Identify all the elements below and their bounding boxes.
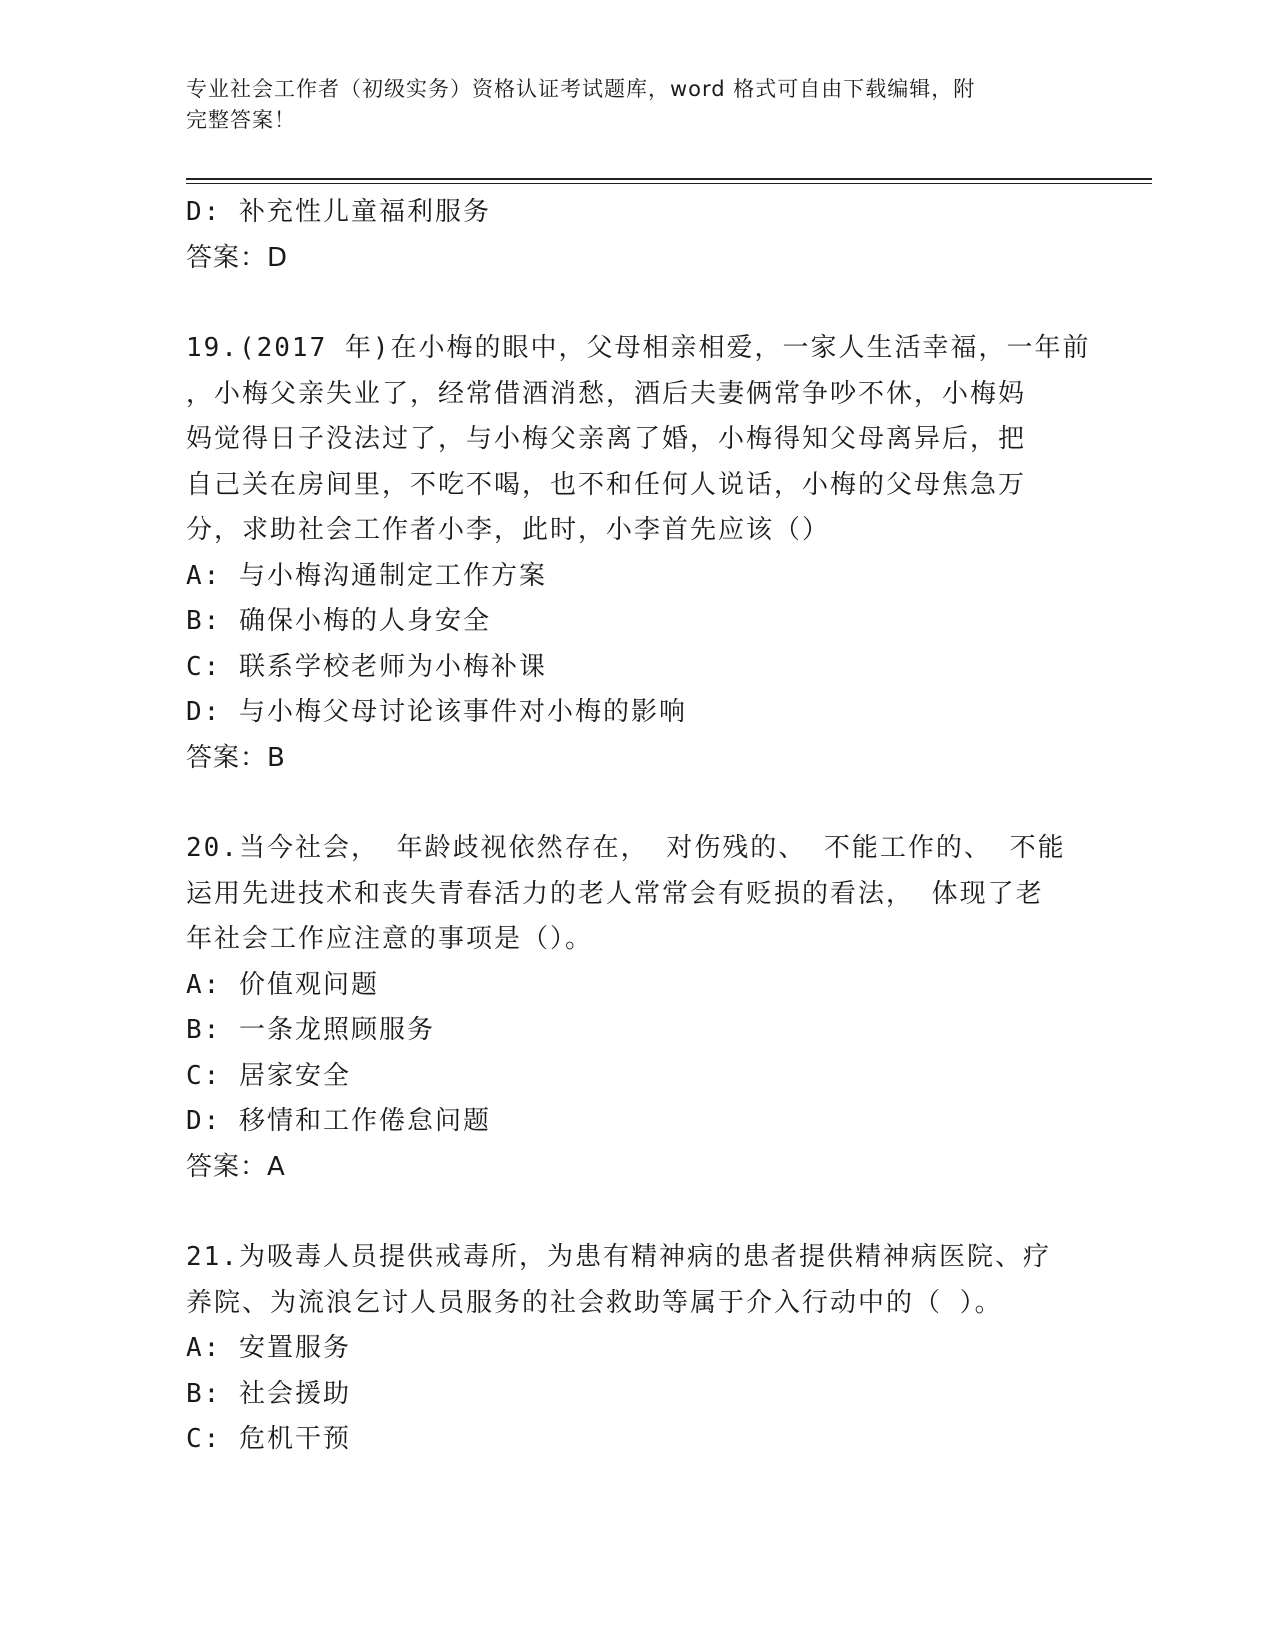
question-stem-line: 养院、为流浪乞讨人员服务的社会救助等属于介入行动中的（ ）。 [186, 1287, 1003, 1318]
question-21 [186, 1235, 1086, 1463]
question-stem-line: 21.为吸毒人员提供戒毒所，为患有精神病的患者提供精神病医院、疗 [186, 1242, 1051, 1272]
answer-label: 答案：B [186, 742, 286, 773]
question-stem-line: 19.(2017 年)在小梅的眼中，父母相亲相爱，一家人生活幸福，一年前 [186, 333, 1091, 363]
document-header [186, 74, 1066, 136]
header-rule-thin [186, 183, 1152, 184]
question-stem-line: 妈觉得日子没法过了，与小梅父亲离了婚，小梅得知父母离异后，把 [186, 424, 1027, 454]
question-stem-line: 分，求助社会工作者小李，此时，小李首先应该（） [186, 515, 831, 545]
question-stem-line: 年社会工作应注意的事项是（）。 [186, 924, 594, 954]
option-c: C: 居家安全 [186, 1060, 351, 1091]
header-line-2: 完整答案！ [186, 108, 296, 132]
question-stem-line: ，小梅父亲失业了，经常借酒消愁，酒后夫妻俩常争吵不休，小梅妈 [186, 378, 1027, 409]
option-a: A: 与小梅沟通制定工作方案 [186, 560, 547, 591]
option-b: B: 一条龙照顾服务 [186, 1015, 435, 1045]
option-d: D: 与小梅父母讨论该事件对小梅的影响 [186, 697, 687, 727]
answer-label: 答案：A [186, 1151, 286, 1182]
question-20 [186, 826, 1086, 1190]
question-stem-line: 自己关在房间里，不吃不喝，也不和任何人说话，小梅的父母焦急万 [186, 469, 1027, 500]
option-d: D: 补充性儿童福利服务 [186, 197, 491, 227]
option-c: C: 联系学校老师为小梅补课 [186, 651, 547, 682]
option-b: B: 社会援助 [186, 1378, 351, 1409]
header-line-1: 专业社会工作者（初级实务）资格认证考试题库，word 格式可自由下载编辑，附 [186, 77, 976, 101]
question-content [186, 190, 1091, 1463]
answer-label: 答案：D [186, 242, 289, 273]
header-rule-thick [186, 178, 1152, 180]
option-a: A: 价值观问题 [186, 969, 379, 1000]
option-d: D: 移情和工作倦怠问题 [186, 1106, 491, 1136]
question-19 [186, 326, 1091, 781]
question-18-tail [186, 190, 1086, 281]
question-stem-line: 20.当今社会， 年龄歧视依然存在， 对伤残的、 不能工作的、 不能 [186, 833, 1066, 863]
question-stem-line: 运用先进技术和丧失青春活力的老人常常会有贬损的看法， 体现了老 [186, 878, 1044, 909]
option-b: B: 确保小梅的人身安全 [186, 606, 491, 636]
option-a: A: 安置服务 [186, 1333, 351, 1363]
option-c: C: 危机干预 [186, 1424, 351, 1454]
